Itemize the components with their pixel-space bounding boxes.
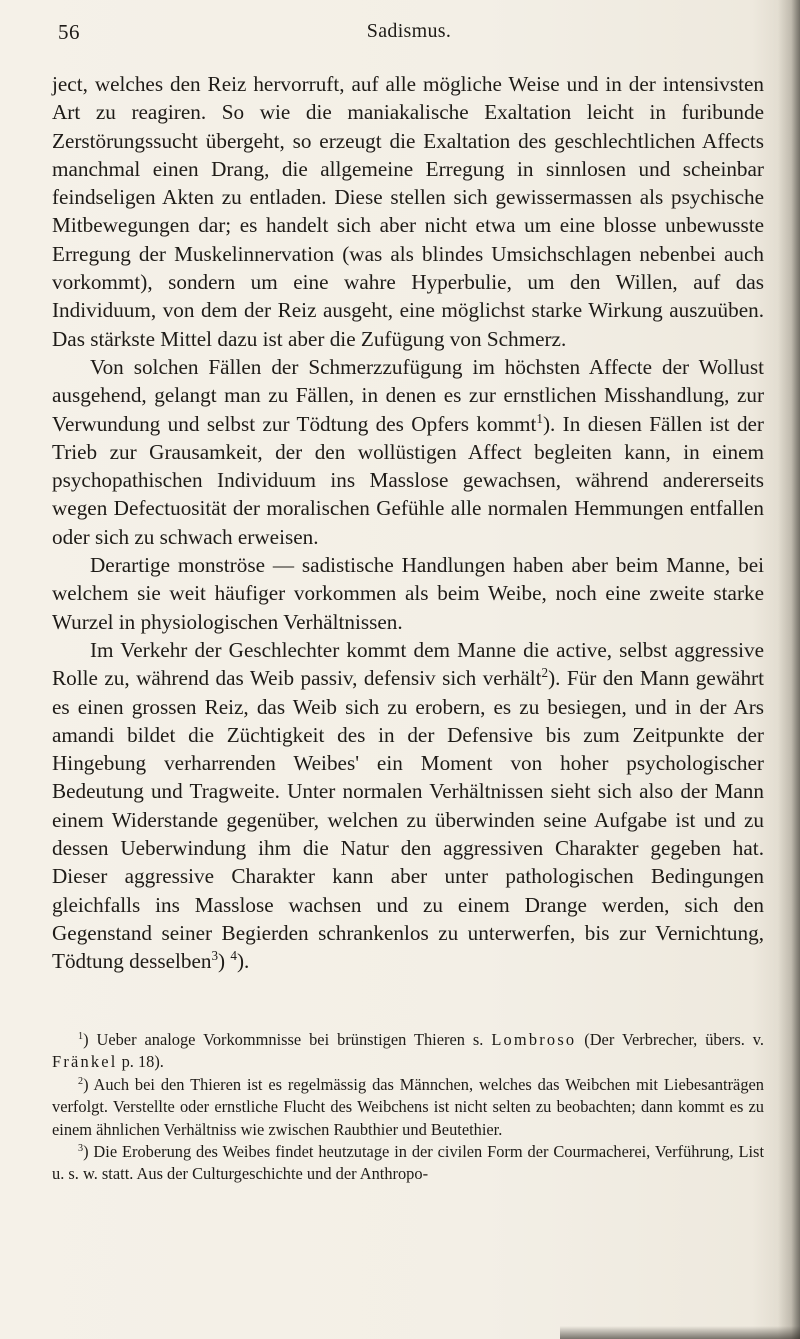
footnote: $^2$) Auch bei den Thieren ist es regelmässig das Männchen, welches das Weibchen mit Liebesanträgen verfolgt. Verstellte oder ernstliche Flucht des Weibchens ist nicht selten zu beobachten; dann kommt es zu einem ähnlichen Verhältniss wie zwischen Raubthier und Beutethier.	[52, 1074, 764, 1139]
author-name: Lombroso	[491, 1030, 577, 1049]
footnote-mark: 3	[78, 1142, 84, 1154]
page-edge-shadow	[778, 0, 800, 1339]
paragraph: Von solchen Fällen der Schmerzzufügung im höchsten Affecte der Wollust ausgehend, gelangt man zu Fällen, in denen es zur ernstlichen Misshandlung, zur Verwundung und selbst zur Tödtung des Opfers kommt$^1$). In diesen Fällen ist der Trieb zur Grausamkeit, der den wollüstigen Affect begleiten kann, in einem psychopathischen Individuum ins Masslose gewachsen, während andererseits wegen Defectuosität der moralischen Gefühle alle normalen Hemmungen entfallen oder sich zu schwach erweisen.	[52, 354, 764, 549]
footnote-mark: 1	[78, 1030, 84, 1042]
main-text	[52, 70, 764, 976]
page-header	[58, 20, 760, 50]
author-name: Fränkel	[52, 1052, 118, 1072]
paragraph: Derartige monströse — sadistische Handlungen haben aber beim Manne, bei welchem sie weit häufiger vorkommen als beim Weibe, noch eine zweite starke Wurzel in physiologischen Verhältnissen.	[52, 553, 764, 634]
paragraph: ject, welches den Reiz hervorruft, auf alle mögliche Weise und in der intensivsten Art zu reagiren. So wie die maniakalische Exaltation leicht in furibunde Zerstörungssucht übergeht, so erzeugt die Exaltation des geschlechtlichen Affects manchmal einen Drang, die allgemeine Erregung in sinnlosen und scheinbar feindseligen Akten zu entladen. Diese stellen sich gewissermassen als psychische Mitbewegungen dar; es handelt sich aber nicht etwa um eine blosse unbewusste Erregung der Muskelinnervation (was als blindes Umsichschlagen nebenbei auch vorkommt), sondern um eine wahre Hyperbulie, um den Willen, auf das Individuum, von dem der Reiz ausgeht, eine möglichst starke Wirkung auszuüben. Das stärkste Mittel dazu ist aber die Zufügung von Schmerz.	[52, 72, 764, 351]
footnote-ref: 4	[230, 948, 237, 964]
footnote-ref: 1	[536, 410, 543, 426]
page-bottom-shadow	[560, 1326, 800, 1339]
footnote-mark: 2	[78, 1075, 84, 1087]
paragraph: Im Verkehr der Geschlechter kommt dem Manne die active, selbst aggressive Rolle zu, während das Weib passiv, defensiv sich verhält$^2$). Für den Mann gewährt es einen grossen Reiz, das Weib sich zu erobern, es zu besiegen, und in der Ars amandi bildet die Züchtigkeit des in der Defensive bis zum Zeitpunkte der Hingebung verharrenden Weibes' ein Moment von hoher psychologischer Bedeutung und Tragweite. Unter normalen Verhältnissen sieht sich also der Mann einem Widerstande gegenüber, welchen zu überwinden seine Aufgabe ist und zu dessen Ueberwindung ihm die Natur den aggressiven Charakter gegeben hat. Dieser aggressive Charakter kann aber unter pathologischen Bedingungen gleichfalls ins Masslose wachsen und zu einem Drange werden, sich den Gegenstand seiner Begierden schrankenlos zu unterwerfen, bis zur Vernichtung, Tödtung desselben$^3$) $^4$).	[52, 637, 764, 974]
footnotes	[52, 1029, 764, 1186]
page-number: 56	[58, 20, 80, 44]
footnote: $^1$) Ueber analoge Vorkommnisse bei brünstigen Thieren s. Lombroso (Der Verbrecher, übers. v. Fränkel p. 18).	[52, 1030, 765, 1072]
footnote: $^3$) Die Eroberung des Weibes findet heutzutage in der civilen Form der Courmacherei, Verführung, List u. s. w. statt. Aus der Culturgeschichte und der Anthropo-	[52, 1142, 764, 1184]
footnote-ref: 2	[541, 665, 549, 681]
running-head: Sadismus.	[366, 20, 452, 42]
footnote-ref: 3	[211, 948, 219, 964]
